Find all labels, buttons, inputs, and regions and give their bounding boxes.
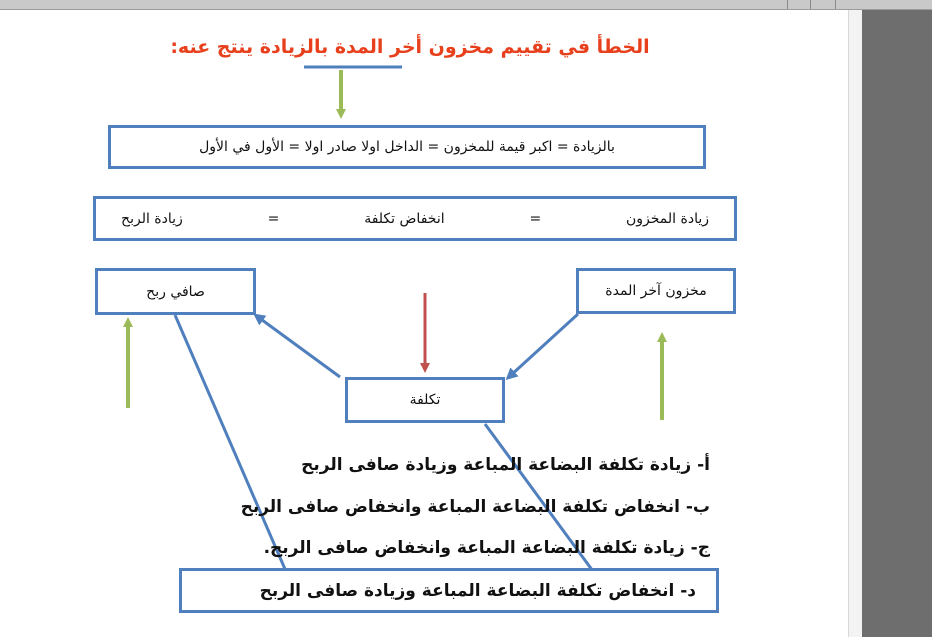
definition-text: بالزيادة = اكبر قيمة للمخزون = الداخل اولا صادر اولا = الأول في الأول [199,139,615,155]
definition-box [108,125,706,169]
equation-sign: = [529,210,542,227]
equation-sign: = [267,210,280,227]
equation-middle: انخفاض تكلفة [364,210,445,227]
equation-left: زيادة المخزون [626,210,709,227]
blue-arrow-profit-to-answer [175,315,288,576]
option-b: ب- انخفاض تكلفة البضاعة المباعة وانخفاض صافى الربح [240,497,710,517]
ending-inventory-box [576,268,736,314]
option-c: ج- زيادة تكلفة البضاعة المباعة وانخفاض صافى الربح. [263,538,710,558]
cost-box [345,377,505,423]
equation-box [93,196,737,241]
option-a: أ- زيادة تكلفة البضاعة المباعة وزيادة صافى الربح [301,455,710,475]
page-title: الخطأ في تقييم مخزون أخر المدة بالزيادة ينتج عنه: [170,36,650,58]
net-profit-box [95,268,256,315]
net-profit-label: صافي ربح [146,283,205,300]
blue-arrow-inventory-to-cost [510,314,578,376]
option-d: د- انخفاض تكلفة البضاعة المباعة وزيادة صافى الربح [259,580,696,601]
ending-inventory-label: مخزون آخر المدة [605,283,707,299]
correct-answer-box [179,568,719,613]
equation-right: زيادة الربح [121,210,183,227]
cost-label: تكلفة [409,392,441,408]
blue-arrow-cost-to-profit [258,317,340,377]
